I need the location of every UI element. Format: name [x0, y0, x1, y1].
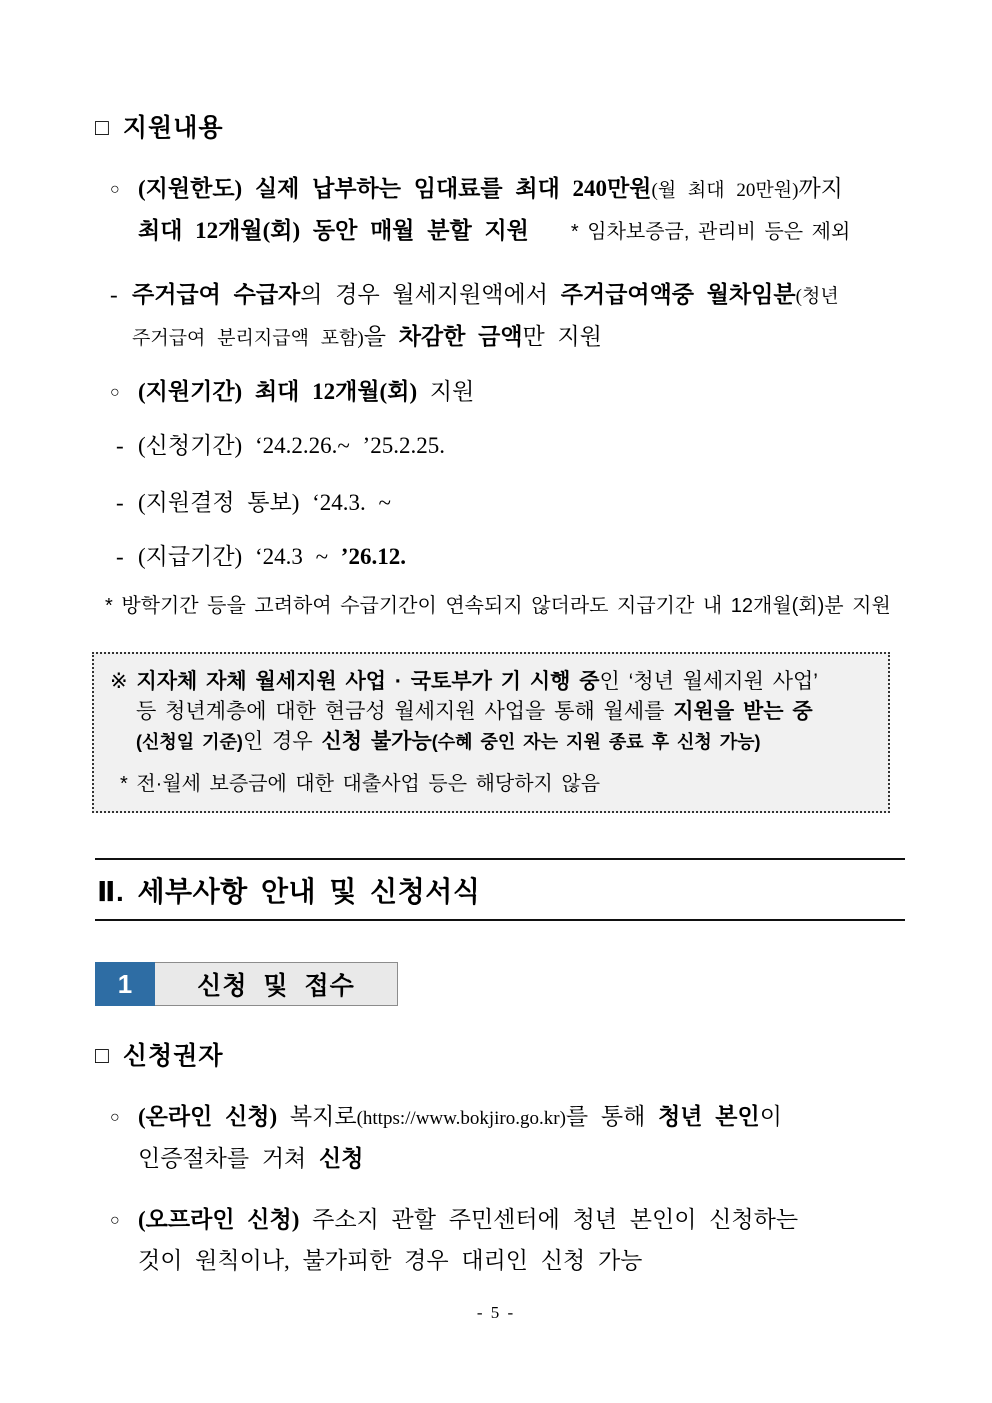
- dash-bullet-icon: -: [110, 282, 118, 307]
- text-run: 주거급여 분리지급액 포함): [132, 328, 364, 349]
- text-run: 주거급여 수급자: [132, 282, 301, 307]
- heading-support-content: [95, 108, 224, 144]
- text-run: 까지: [798, 176, 843, 201]
- text-run: 지원: [417, 379, 475, 404]
- circle-bullet-icon: ○: [110, 384, 120, 401]
- badge-label: 신청 및 접수: [155, 962, 398, 1006]
- bullet-payment-period: [116, 537, 926, 577]
- url-text: (https://www.bokjiro.go.kr): [356, 1108, 566, 1129]
- text-run: 만 지원: [522, 324, 602, 349]
- notice-box: [92, 652, 890, 813]
- text-run: ’26.12.: [340, 544, 406, 569]
- notice-footnote: * 전·월세 보증금에 대한 대출사업 등은 해당하지 않음: [120, 773, 601, 795]
- text-run: 주소지 관할 주민센터에 청년 본인이 신청하는: [299, 1207, 799, 1232]
- notice-main-text: [110, 667, 872, 757]
- text-run: (지원기간) 최대 12개월(회): [138, 379, 418, 404]
- heading-label: 지원내용: [122, 114, 224, 142]
- text-run: 이: [759, 1104, 782, 1129]
- inline-note: * 임차보증금, 관리비 등은 제외: [570, 221, 851, 243]
- dash-bullet-icon: -: [116, 544, 124, 569]
- bullet-application-period: [116, 426, 926, 466]
- circle-bullet-icon: ○: [110, 181, 120, 198]
- text-run: (월 최대 20만원): [651, 180, 799, 201]
- text-run: 인 경우: [242, 730, 322, 753]
- dash-bullet-icon: -: [116, 490, 124, 515]
- text-run: 복지로: [277, 1104, 357, 1129]
- text-run: 주거급여액중 월차임분: [560, 282, 796, 307]
- text-run: (수혜 중인 자는 지원 종료 후 신청 가능): [431, 732, 761, 752]
- section-heading-details: Ⅱ. 세부사항 안내 및 신청서식: [95, 858, 905, 921]
- heading-label: 신청권자: [122, 1042, 224, 1070]
- square-bullet-icon: □: [95, 1042, 110, 1068]
- text-run: 신청: [319, 1146, 364, 1171]
- page-number: - 5 -: [476, 1303, 516, 1322]
- circle-bullet-icon: ○: [110, 1212, 120, 1229]
- bullet-housing-benefit: [110, 275, 920, 359]
- text-run: 것이 원칙이나, 불가피한 경우 대리인 신청 가능: [138, 1248, 643, 1273]
- text-run: 등 청년계층에 대한 현금성 월세지원 사업을 통해 월세를: [136, 700, 674, 723]
- text-run: (지급기간) ‘24.3 ~: [138, 544, 341, 569]
- badge-number: 1: [95, 962, 155, 1006]
- square-bullet-icon: □: [95, 114, 110, 140]
- footnote-vacation: * 방학기간 등을 고려하여 수급기간이 연속되지 않더라도 지급기간 내 12개월(회)분 지원: [105, 595, 891, 617]
- text-run: 를 통해: [565, 1104, 659, 1129]
- text-run: 지자체 자체 월세지원 사업 · 국토부가 기 시행 중: [136, 670, 600, 693]
- text-run: 인증절차를 거쳐: [138, 1146, 320, 1171]
- heading-applicant: [95, 1036, 224, 1072]
- text-run: (지원결정 통보) ‘24.3. ~: [138, 490, 391, 515]
- bullet-offline-application: [110, 1200, 920, 1281]
- text-run: 차감한 금액: [398, 324, 523, 349]
- dash-bullet-icon: -: [116, 433, 124, 458]
- text-run: (온라인 신청): [138, 1104, 278, 1129]
- text-run: (청년: [795, 286, 839, 307]
- bullet-online-application: [110, 1097, 920, 1179]
- bullet-support-limit: [110, 169, 920, 252]
- reference-mark-icon: ※: [110, 670, 137, 693]
- text-run: 인 ‘청년 월세지원 사업’: [599, 670, 818, 693]
- bullet-decision-notice: [116, 483, 926, 523]
- text-run: 의 경우 월세지원액에서: [300, 282, 561, 307]
- text-run: 최대 12개월(회) 동안 매월 분할 지원: [138, 218, 529, 243]
- text-run: (신청일 기준): [136, 732, 243, 752]
- text-run: 을: [363, 324, 399, 349]
- text-run: (지원한도) 실제 납부하는 임대료를 최대 240만원: [138, 176, 652, 201]
- text-run: 청년 본인: [658, 1104, 760, 1129]
- numbered-section-badge: [95, 962, 398, 1006]
- text-run: 지원을 받는 중: [673, 700, 813, 723]
- text-run: 신청 불가능: [321, 730, 432, 753]
- bullet-support-period: [110, 372, 920, 413]
- text-run: (오프라인 신청): [138, 1207, 300, 1232]
- circle-bullet-icon: ○: [110, 1109, 120, 1126]
- text-run: (신청기간) ‘24.2.26.~ ’25.2.25.: [138, 433, 445, 458]
